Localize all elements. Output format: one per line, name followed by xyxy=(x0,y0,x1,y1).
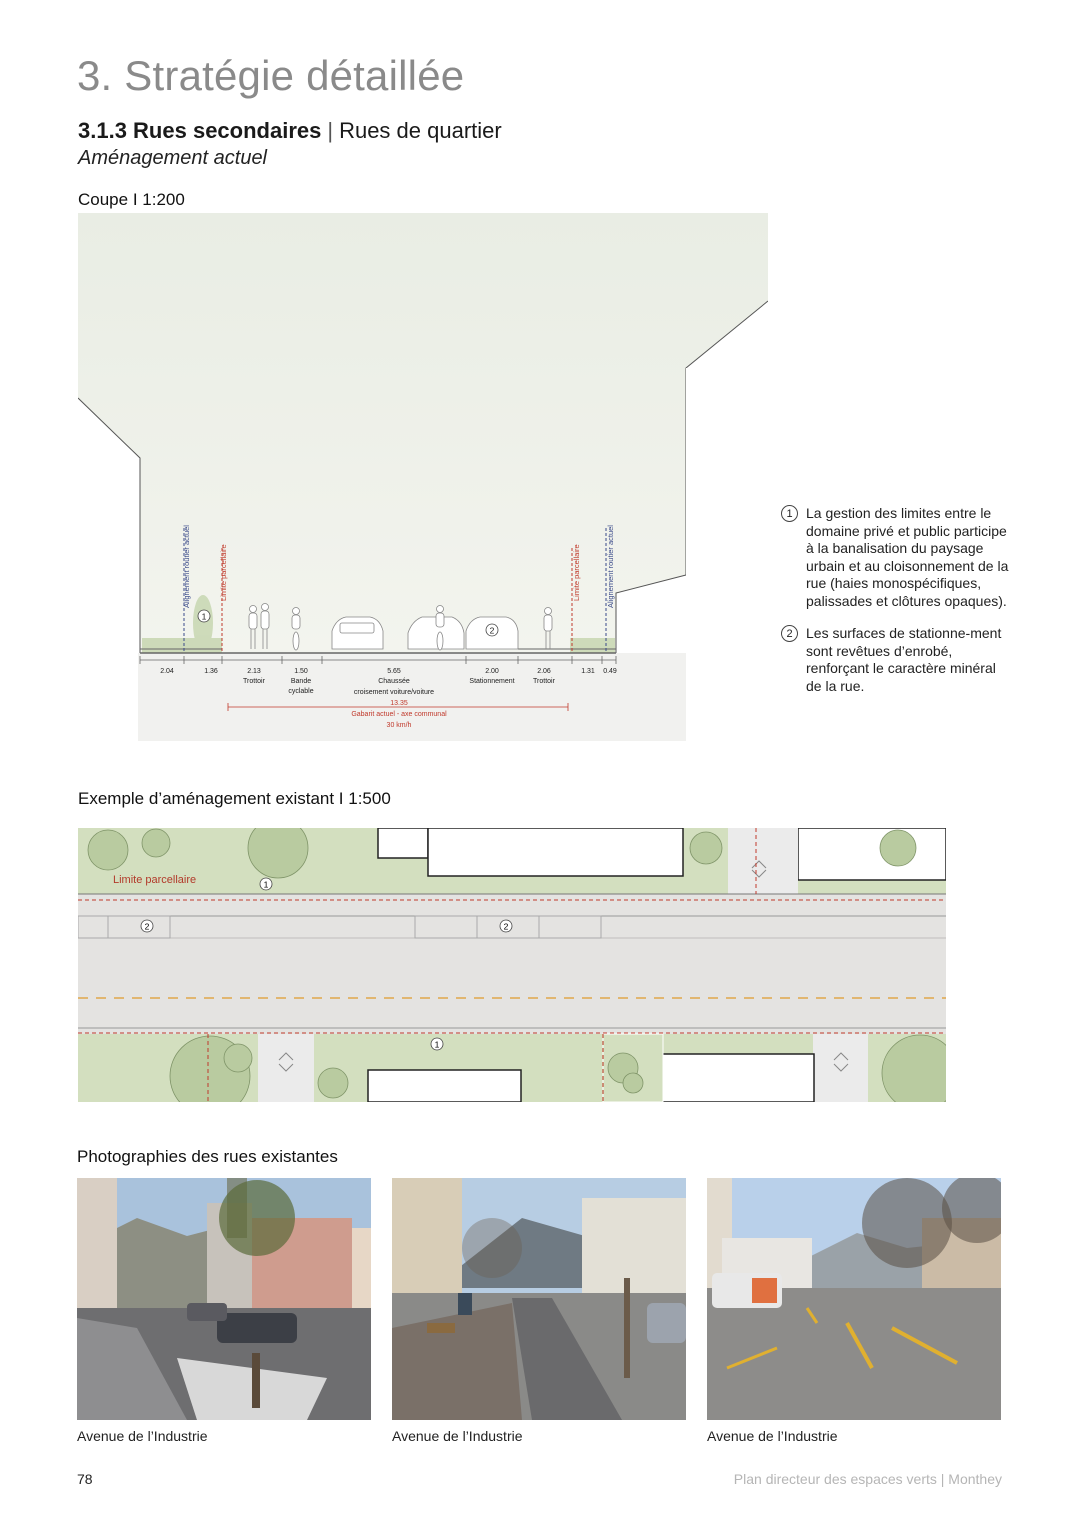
crossing-bottom-left xyxy=(258,1034,314,1102)
section-marker-2 xyxy=(486,624,498,636)
parcel-right-label: Limite parcellaire xyxy=(572,544,581,601)
dim-value: 0.49 xyxy=(603,668,617,675)
section-marker-1 xyxy=(198,610,210,622)
speed-label: 30 km/h xyxy=(386,722,412,729)
dim-label: Trottoir xyxy=(533,678,555,685)
dim-value: 5.65 xyxy=(387,668,401,675)
svg-text:1: 1 xyxy=(434,1039,440,1050)
dim-label: Chaussée xyxy=(378,678,410,685)
street-photo-1 xyxy=(77,1178,371,1420)
plan-marker-2 xyxy=(141,920,153,932)
section-number-title: 3.1.3 Rues secondaires xyxy=(78,118,322,143)
alignment-right-label: Alignement routier actuel xyxy=(606,525,615,608)
dim-label: Trottoir xyxy=(243,678,265,685)
legend-text: La gestion des limites entre le domaine privé et public participe à la banalisation du paysage urbain et au cloisonnement de la rue (haies monospécifiques, palissades et clôtures opaques). xyxy=(806,505,1009,609)
dim-value: 1.31 xyxy=(581,668,595,675)
crossing-top xyxy=(728,828,798,894)
dim-value: 2.00 xyxy=(485,668,499,675)
svg-text:2: 2 xyxy=(503,921,509,932)
dim-label: Stationnement xyxy=(469,678,515,685)
plan-view-caption: Exemple d’aménagement existant I 1:500 xyxy=(78,789,391,808)
legend-item-1 xyxy=(781,505,1011,610)
dim-value: 1.36 xyxy=(204,668,218,675)
section-view-caption: Coupe I 1:200 xyxy=(78,190,185,209)
svg-text:2: 2 xyxy=(144,921,150,932)
legend-number: 1 xyxy=(781,505,798,522)
svg-text:1: 1 xyxy=(263,879,269,890)
page-number: 78 xyxy=(77,1471,93,1487)
dim-value: 2.04 xyxy=(160,668,174,675)
street-plan-drawing xyxy=(78,828,946,1102)
photos-caption: Photographies des rues existantes xyxy=(77,1147,338,1166)
parcel-label: Limite parcellaire xyxy=(113,874,197,886)
dim-value: 2.13 xyxy=(247,668,261,675)
section-subtitle-title: Rues de quartier xyxy=(339,118,502,143)
crossing-bottom-right xyxy=(813,1034,868,1102)
svg-text:1: 1 xyxy=(201,611,207,622)
footer-document-title: Plan directeur des espaces verts | Monthey xyxy=(733,1471,1002,1487)
dim-label: croisement voiture/voiture xyxy=(353,689,435,696)
chapter-title: 3. Stratégie détaillée xyxy=(77,52,465,99)
section-subtitle: Aménagement actuel xyxy=(78,147,268,169)
car-left-icon xyxy=(332,617,383,649)
plan-marker-1 xyxy=(431,1038,443,1050)
section-separator: | xyxy=(327,118,334,143)
plan-marker-1 xyxy=(260,878,272,890)
legend xyxy=(781,505,1011,710)
photo-caption-3: Avenue de l’Industrie xyxy=(707,1428,838,1444)
vegetation-right xyxy=(570,638,615,653)
dim-value: 1.50 xyxy=(294,668,308,675)
road-surface xyxy=(78,894,946,1034)
svg-text:2: 2 xyxy=(489,625,495,636)
dim-label: cyclable xyxy=(288,688,314,695)
photo-caption-2: Avenue de l’Industrie xyxy=(392,1428,523,1444)
total-width: 13.35 xyxy=(390,700,408,707)
dim-value: 2.06 xyxy=(537,668,551,675)
street-section-drawing xyxy=(78,213,768,741)
street-photo-3 xyxy=(707,1178,1001,1420)
photo-caption-1: Avenue de l’Industrie xyxy=(77,1428,208,1444)
section-heading xyxy=(78,118,502,144)
gabarit-label: Gabarit actuel - axe communal xyxy=(351,711,447,718)
alignment-left-label: Alignement routier actuel xyxy=(182,525,191,608)
dim-label: Bande xyxy=(290,678,312,685)
legend-text: Les surfaces de stationne-ment sont revêtues d’enrobé, renforçant le caractère minéral de la rue. xyxy=(806,625,1002,694)
legend-number: 2 xyxy=(781,625,798,642)
parcel-left-label: Limite parcellaire xyxy=(219,544,228,601)
plan-marker-2 xyxy=(500,920,512,932)
street-photo-2 xyxy=(392,1178,686,1420)
ground-fill xyxy=(138,653,686,741)
legend-item-2 xyxy=(781,625,1011,695)
